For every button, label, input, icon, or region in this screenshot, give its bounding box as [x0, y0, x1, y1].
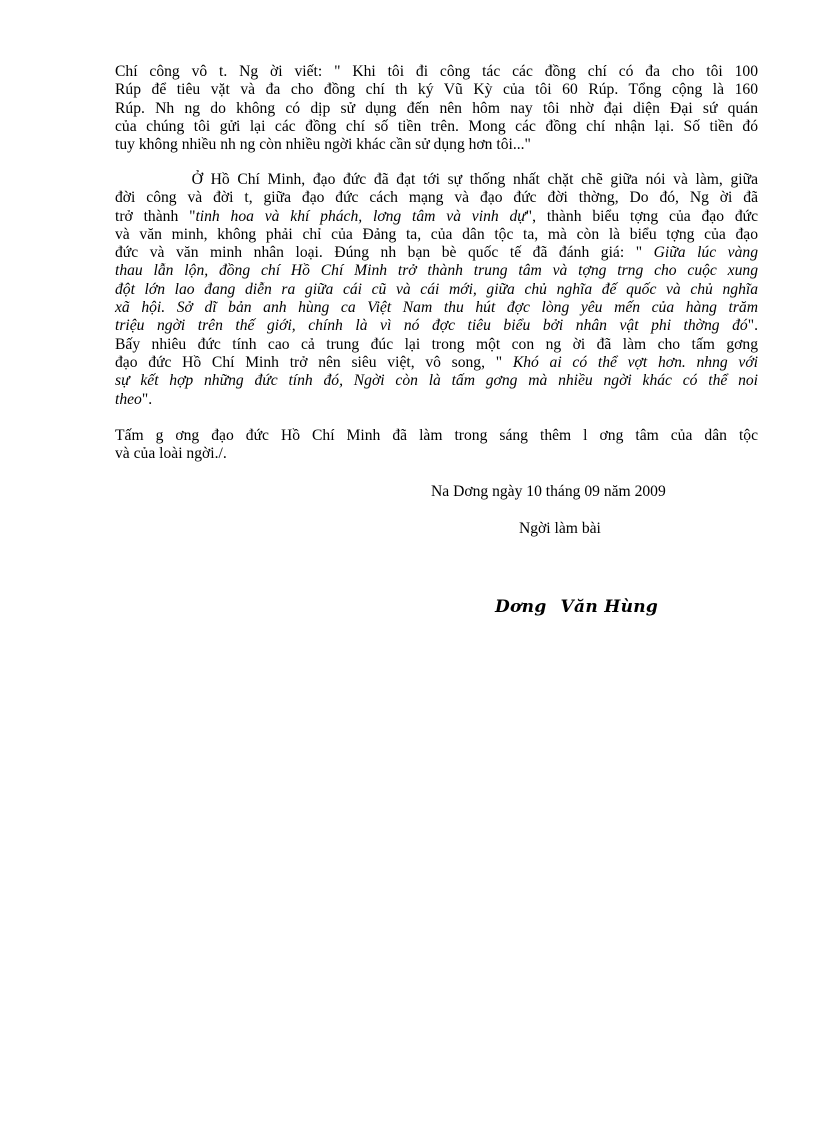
paragraph-line: [115, 391, 758, 409]
paragraph-conclusion: [115, 427, 758, 464]
paragraph-line: [115, 317, 758, 335]
paragraph-text: đức và văn minh nhân loại. Đúng nh bạn bè quốc tế đã đánh giá: ": [115, 244, 654, 262]
paragraph-moral-example: [115, 171, 758, 409]
paragraph-line: xã hội. Sở dĩ bản anh hùng ca Việt Nam thu hút đợc lòng yêu mến của hàng trăm: [115, 299, 758, 317]
paragraph-line: Chí công vô t. Ng ời viết: " Khi tôi đi công tác các đồng chí có đa cho tôi 100: [115, 63, 758, 80]
paragraph-line: Tấm g ơng đạo đức Hồ Chí Minh đã làm trong sáng thêm l ơng tâm của dân tộc: [115, 427, 758, 444]
signature-given-name: Dơng: [495, 597, 547, 617]
italic-quote: triệu ngời trên thế giới, chính là vì nó đợc tiêu biểu bởi nhân vật phi thờng đó: [115, 317, 748, 335]
paragraph-line: của chúng tôi gửi lại các đồng chí số tiền trên. Mong các đồng chí nhận lại. Số tiền đó: [115, 117, 758, 135]
signature-family-name: Văn Hùng: [560, 597, 659, 617]
paragraph-line: [115, 208, 758, 226]
italic-quote: Khó ai có thể vợt hơn. nhng với: [512, 353, 758, 371]
paragraph-text: ".: [141, 390, 153, 408]
paragraph-line: [115, 171, 758, 189]
paragraph-line: đời công và đời t, giữa đạo đức cách mạng và đạo đức đời thờng, Do đó, Ng ời đã: [115, 189, 758, 207]
paragraph-text: Ở Hồ Chí Minh, đạo đức đã đạt tới sự thống nhất chặt chẽ giữa nói và làm, giữa: [191, 171, 758, 188]
paragraph-line: sự kết hợp những đức tính đó, Ngời còn là tấm gơng mà nhiều ngời khác có thể noi: [115, 372, 758, 390]
paragraph-line: và văn minh, không phải chỉ của Đảng ta, của dân tộc ta, mà còn là biểu tợng của đạo: [115, 225, 758, 243]
paragraph-line: và của loài ngời./.: [115, 445, 227, 463]
paragraph-line: [115, 354, 758, 372]
italic-quote: theo: [115, 390, 142, 408]
italic-quote: Giữa lúc vàng: [653, 244, 758, 262]
paragraph-line: tuy không nhiều nh ng còn nhiều ngời khác cần sử dụng hơn tôi...": [115, 136, 531, 154]
paragraph-line: Rúp. Nh ng do không có dịp sử dụng đến nên hôm nay tôi nhờ đại diện Đại sứ quán: [115, 99, 758, 117]
paragraph-text: ", thành biểu tợng của đạo đức: [525, 207, 758, 225]
paragraph-line: thau lẫn lộn, đồng chí Hồ Chí Minh trở thành trung tâm và tợng trng cho cuộc xung: [115, 262, 758, 280]
paragraph-text: trở thành ": [115, 207, 196, 225]
paragraph-line: đột lớn lao đang diễn ra giữa cái cũ và cái mới, giữa chủ nghĩa đế quốc và chủ nghĩa: [115, 280, 758, 298]
signature: [495, 597, 658, 617]
author-label: Ngời làm bài: [519, 520, 601, 537]
place-date-line: Na Dơng ngày 10 tháng 09 năm 2009: [431, 483, 666, 500]
paragraph-text: ".: [747, 317, 758, 335]
paragraph-text: đạo đức Hồ Chí Minh trở nên siêu việt, vô song, ": [115, 353, 513, 371]
italic-quote: tinh hoa và khí phách, lơng tâm và vinh dự: [195, 207, 526, 225]
paragraph-line: Rúp để tiêu vặt và đa cho đồng chí th ký Vũ Kỳ của tôi 60 Rúp. Tổng cộng là 160: [115, 81, 758, 99]
paragraph-quote-letter: [115, 63, 758, 154]
paragraph-line: [115, 244, 758, 262]
paragraph-line: Bấy nhiêu đức tính cao cả trung đúc lại trong một con ng ời đã làm cho tấm gơng: [115, 335, 758, 353]
